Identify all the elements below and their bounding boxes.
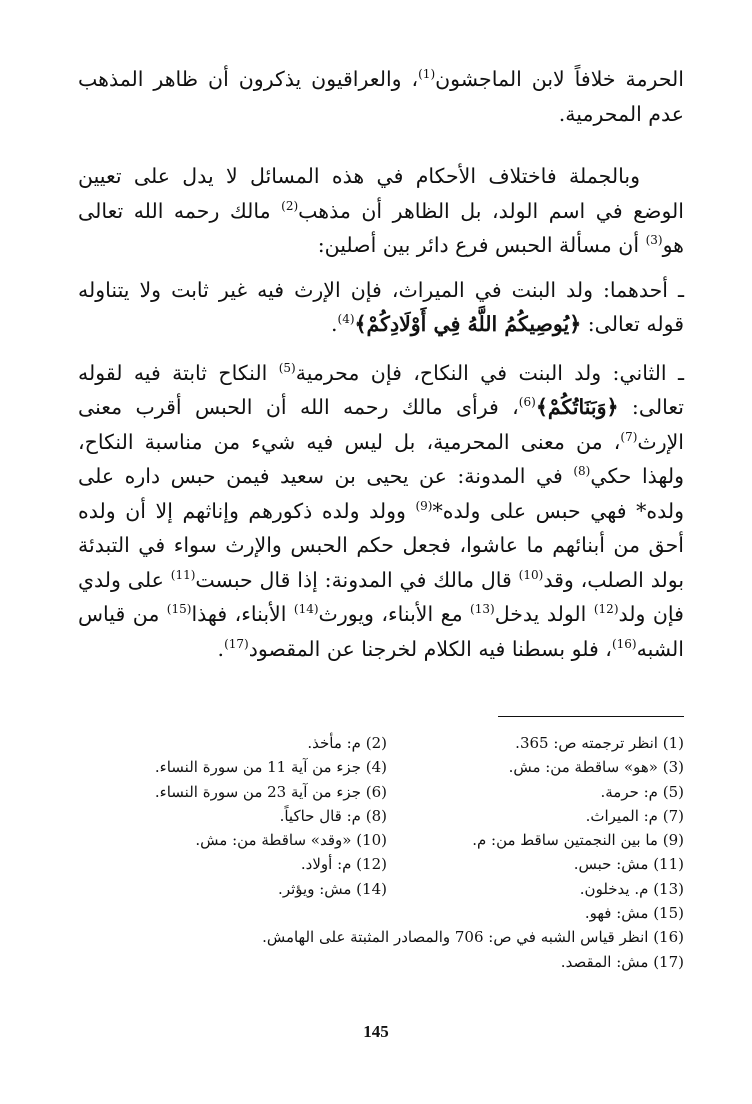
footnote-14: (14) مش: ويؤثر.	[278, 879, 387, 898]
footnote-16: (16) انظر قياس الشبه في ص: 706 والمصادر المثبتة على الهامش.	[262, 928, 684, 947]
footnote-ref-14: (14)	[293, 602, 319, 617]
footnote-4: (4) جزء من آية 11 من سورة النساء.	[154, 758, 387, 777]
footnote-11: (11) مش: حبس.	[573, 855, 684, 874]
paragraph-2: وبالجملة فاختلاف الأحكام في هذه المسائل لا يدل على تعيين الوضع في اسم الولد، بل الظاهر أن مذهب$^{(2)}$ مالك رحمه الله تعالى هو$^{(3)}$ أن مسألة الحبس فرع دائر بين أصلين:	[78, 164, 684, 257]
main-text	[78, 62, 684, 666]
footnote-ref-5: (5)	[278, 360, 296, 375]
footnote-ref-2: (2)	[281, 198, 299, 213]
page-number: 145	[363, 1022, 389, 1041]
footnote-2: (2) م: مأخذ.	[307, 734, 387, 752]
footnote-17: (17) مش: المقصد.	[560, 952, 684, 971]
footnote-1: (1) انظر ترجمته ص: 365.	[515, 734, 684, 752]
footnote-5: (5) م: حرمة.	[600, 782, 684, 801]
footnote-7: (7) م: الميراث.	[585, 806, 684, 825]
footnote-ref-9: (9)	[415, 498, 433, 513]
footnote-separator	[498, 716, 684, 717]
footnote-ref-11: (11)	[170, 567, 196, 582]
footnote-ref-16: (16)	[611, 636, 637, 651]
footnote-10: (10) «وقد» ساقطة من: مش.	[195, 831, 387, 850]
footnote-ref-15: (15)	[166, 602, 192, 617]
footnote-9: (9) ما بين النجمتين ساقط من: م.	[472, 831, 684, 850]
quran-verse-1: ﴿يُوصِيكُمُ اللَّهُ فِي أَوْلَادِكُمْ﴾	[354, 312, 582, 336]
footnote-ref-3: (3)	[645, 233, 663, 248]
footnote-ref-7: (7)	[620, 429, 638, 444]
footnote-ref-13: (13)	[470, 602, 495, 617]
footnote-ref-6: (6)	[518, 395, 536, 410]
footnote-8: (8) م: قال حاكياً.	[279, 806, 387, 825]
footnote-ref-17: (17)	[224, 636, 249, 651]
footnote-13: (13) م. يدخلون.	[579, 879, 684, 898]
footnote-ref-10: (10)	[518, 567, 544, 582]
footnote-12: (12) م: أولاد.	[300, 855, 387, 874]
quran-verse-2: ﴿وَبَنَاتُكُمْ﴾	[535, 395, 619, 419]
footnote-3: (3) «هو» ساقطة من: مش.	[508, 758, 684, 777]
footnote-6: (6) جزء من آية 23 من سورة النساء.	[154, 782, 387, 801]
footnote-ref-8: (8)	[573, 464, 591, 479]
footnote-ref-12: (12)	[593, 602, 619, 617]
footnotes	[90, 731, 684, 974]
footnote-ref-4: (4)	[337, 312, 355, 327]
paragraph-3: ـ أحدهما: ولد البنت في الميراث، فإن الإرث فيه غير ثابت ولا يتناوله قوله تعالى: ﴿يُوصِيكُمُ اللَّهُ فِي أَوْلَادِكُمْ﴾$^{(4)}$.	[78, 277, 684, 336]
paragraph-1: الحرمة خلافاً لابن الماجشون$^{(1)}$، والعراقيون يذكرون أن ظاهر المذهب عدم المحرمية.	[78, 67, 684, 126]
footnote-15: (15) مش: فهو.	[584, 904, 684, 923]
paragraph-4: ـ الثاني: ولد البنت في النكاح، فإن محرمية$^{(5)}$ النكاح ثابتة فيه لقوله تعالى: ﴿وَبَنَاتُكُمْ﴾$^{(6)}$، فرأى مالك رحمه الله أن الحبس أقرب معنى الإرث$^{(7)}$، من معنى المحرمية، بل ليس فيه شيء من مناسبة النكاح، ولهذا حكي$^{(8)}$ في المدونة: عن يحيى بن سعيد فيمن حبس داره على ولده* فهي حبس على ولده*$^{(9)}$ وولد ولده ذكورهم وإناثهم إلا أن ولده أحق من أبنائهم ما عاشوا، فجعل حكم الحبس والإرث سواء في التبدئة بولد الصلب، وقد$^{(10)}$ قال مالك في المدونة: إذا قال حبست$^{(11)}$ على ولدي فإن ولد$^{(12)}$ الولد يدخل$^{(13)}$ مع الأبناء، ويورث$^{(14)}$ الأبناء، فهذا$^{(15)}$ من قياس الشبه$^{(16)}$، فلو بسطنا فيه الكلام لخرجنا عن المقصود$^{(17)}$.	[78, 360, 685, 661]
footnote-ref-1: (1)	[418, 67, 436, 82]
